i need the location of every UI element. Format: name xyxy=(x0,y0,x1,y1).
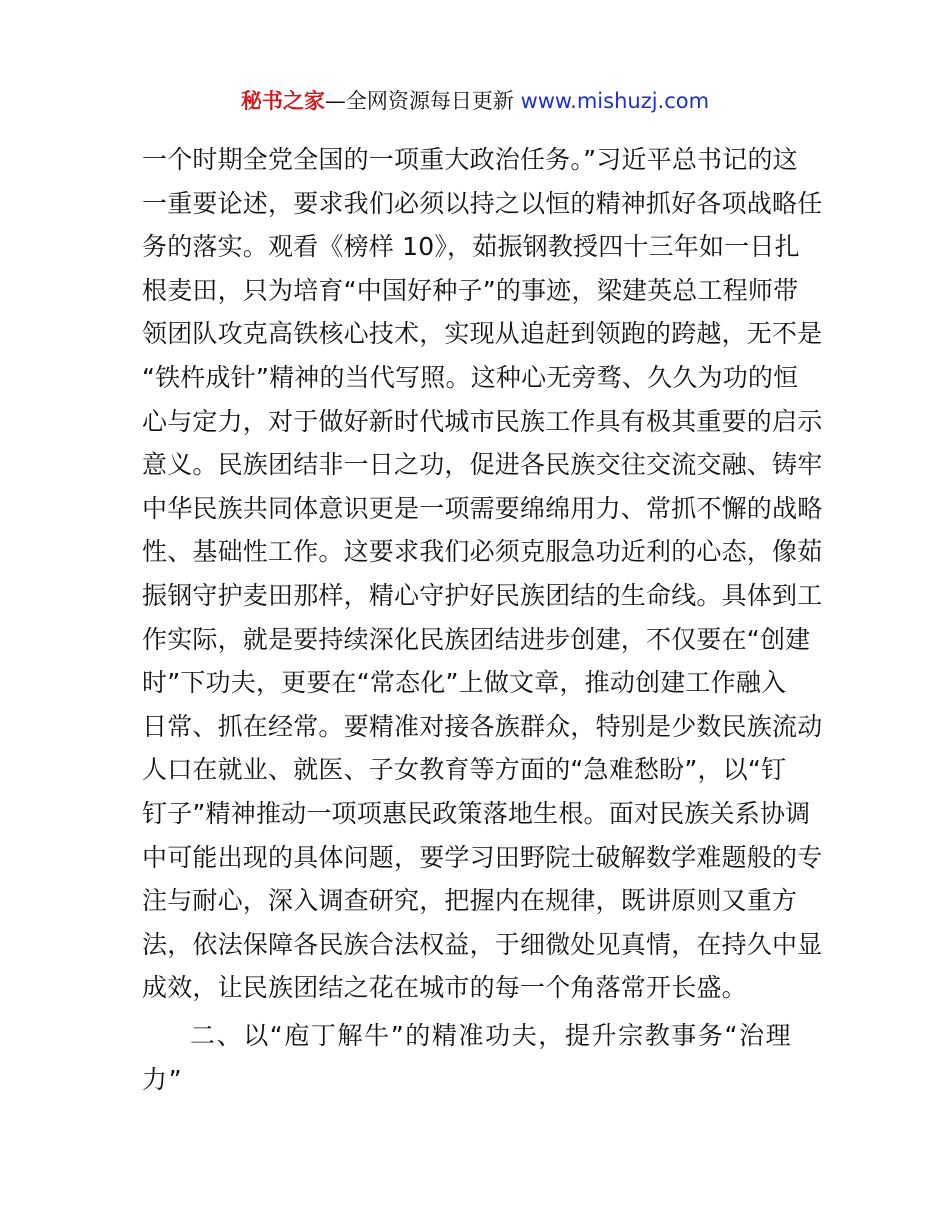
paragraph-line: 根麦田，只为培育“中国好种子”的事迹，梁建英总工程师带 xyxy=(142,275,799,305)
page-header xyxy=(0,86,950,116)
paragraph-line: 意义。民族团结非一日之功，促进各民族交往交流交融、铸牢 xyxy=(142,450,823,480)
paragraph-line: 性、基础性工作。这要求我们必须克服急功近利的心态，像茹 xyxy=(142,537,823,567)
paragraph-line: 一重要论述，要求我们必须以持之以恒的精神抓好各项战略任 xyxy=(142,188,823,218)
paragraph-line: 作实际，就是要持续深化民族团结进步创建，不仅要在“创建 xyxy=(142,624,811,654)
header-brand: 秘书之家 xyxy=(240,89,325,113)
body-paragraph xyxy=(142,138,823,1010)
paragraph-line: 领团队攻克高铁核心技术，实现从追赶到领跑的跨越，无不是 xyxy=(142,319,823,349)
paragraph-line: 时”下功夫，更要在“常态化”上做文章，推动创建工作融入 xyxy=(142,668,787,698)
paragraph-line: 法，依法保障各民族合法权益，于细微处见真情，在持久中显 xyxy=(142,929,823,959)
paragraph-line: 务的落实。观看《榜样 10》，茹振钢教授四十三年如一日扎 xyxy=(142,232,800,262)
section-heading xyxy=(142,1014,814,1101)
paragraph-line: 日常、抓在经常。要精准对接各族群众，特别是少数民族流动 xyxy=(142,711,823,741)
paragraph-line: 心与定力，对于做好新时代城市民族工作具有极其重要的启示 xyxy=(142,406,823,436)
paragraph-line: 钉子”精神推动一项项惠民政策落地生根。面对民族关系协调 xyxy=(142,798,811,828)
paragraph-line: 中可能出现的具体问题，要学习田野院士破解数学难题般的专 xyxy=(142,842,823,872)
paragraph-line: “铁杵成针”精神的当代写照。这种心无旁骛、久久为功的恒 xyxy=(142,362,799,392)
paragraph-line: 中华民族共同体意识更是一项需要绵绵用力、常抓不懈的战略 xyxy=(142,493,823,523)
section-heading-line: 二、以“庖丁解牛”的精准功夫，提升宗教事务“治理 xyxy=(190,1021,793,1050)
header-tagline: —全网资源每日更新 xyxy=(324,89,521,113)
header-url-link[interactable]: www.mishuzj.com xyxy=(520,89,710,113)
paragraph-line: 注与耐心，深入调查研究，把握内在规律，既讲原则又重方 xyxy=(142,886,798,916)
section-heading-line: 力” xyxy=(142,1064,184,1094)
paragraph-line: 成效，让民族团结之花在城市的每一个角落常开长盛。 xyxy=(142,973,747,1003)
paragraph-line: 一个时期全党全国的一项重大政治任务。”习近平总书记的这 xyxy=(142,145,798,174)
paragraph-line: 振钢守护麦田那样，精心守护好民族团结的生命线。具体到工 xyxy=(142,580,823,610)
paragraph-line: 人口在就业、就医、子女教育等方面的“急难愁盼”，以“钉 xyxy=(142,755,787,785)
